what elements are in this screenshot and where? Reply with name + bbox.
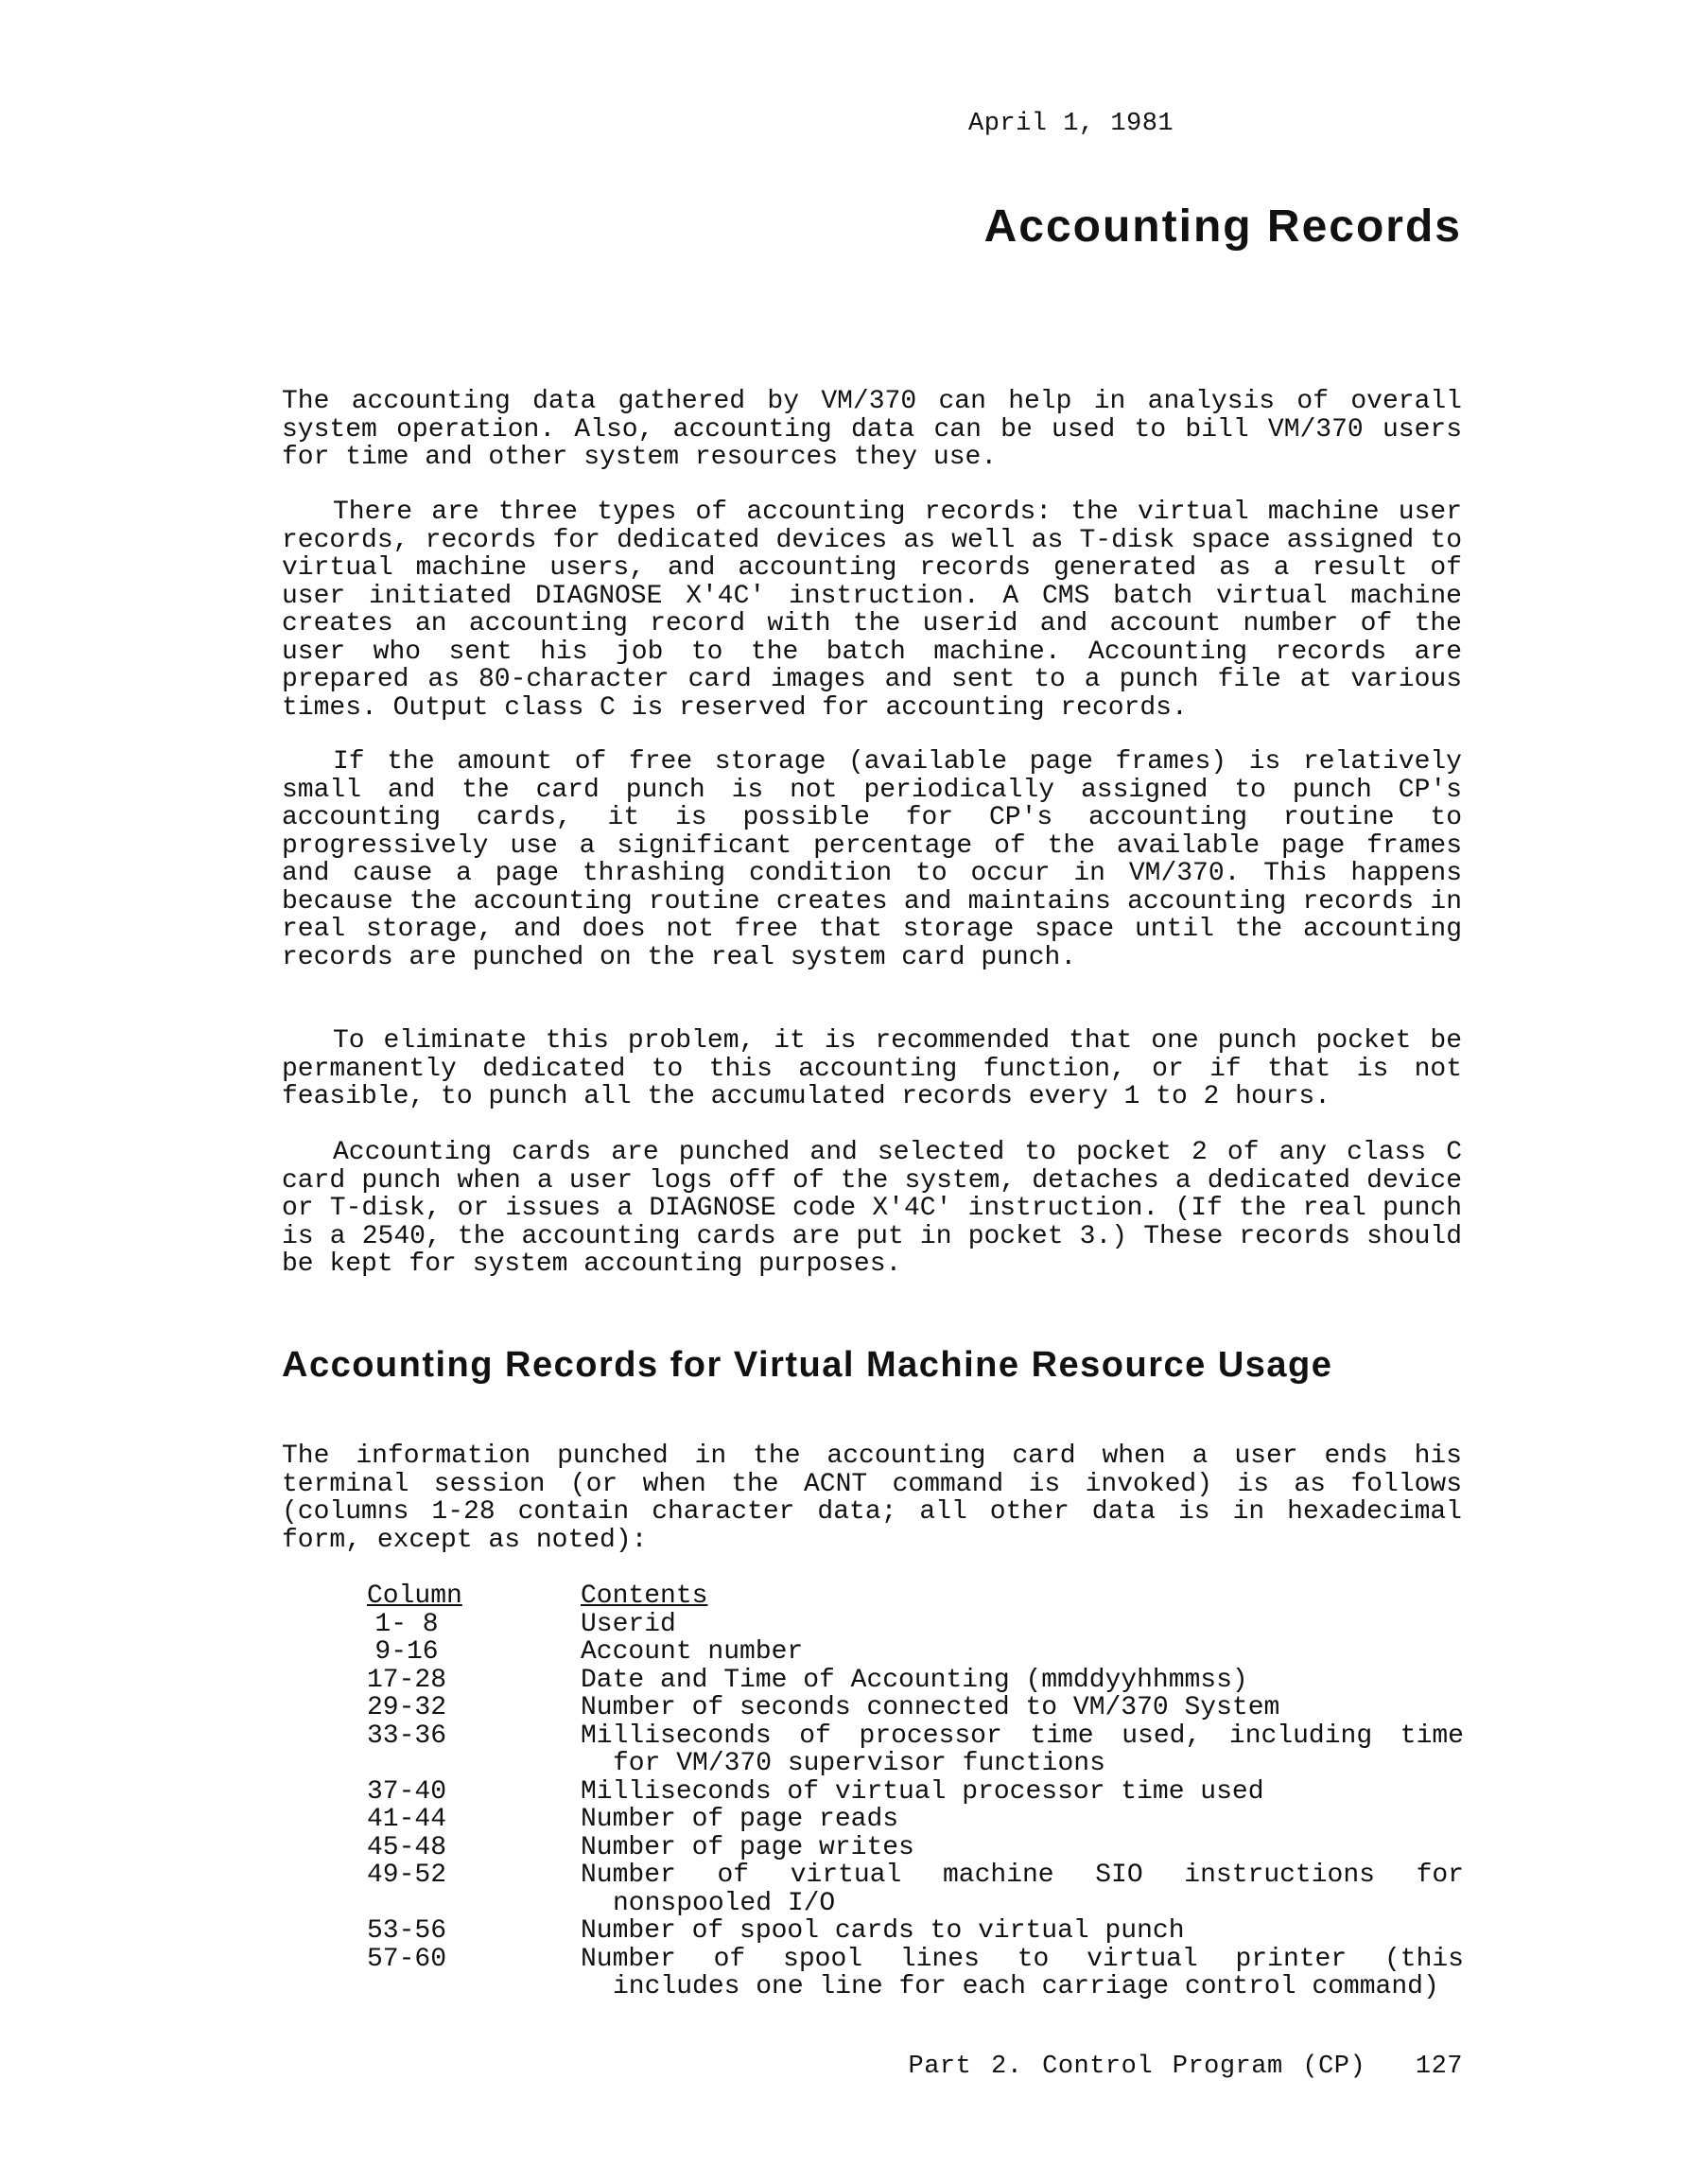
contents-text: Number of spool cards to virtual punch <box>581 1916 1185 1946</box>
table-row <box>367 1946 1464 2001</box>
column-contents <box>581 1834 1464 1862</box>
page-number: 127 <box>1415 2053 1463 2081</box>
page-footer <box>909 2053 1464 2081</box>
column-range: 49-52 <box>367 1861 447 1890</box>
contents-header: Contents <box>581 1581 708 1611</box>
column-contents <box>581 1806 1464 1834</box>
table-row <box>367 1778 1464 1807</box>
column-contents <box>581 1667 1464 1695</box>
table-row <box>367 1806 1464 1834</box>
contents-continuation: nonspooled I/O <box>613 1888 836 1918</box>
column-range: 29-32 <box>367 1693 447 1722</box>
column-contents <box>581 1611 1464 1639</box>
column-table <box>367 1582 1464 2001</box>
contents-text: Milliseconds of virtual processor time used <box>581 1776 1264 1807</box>
column-contents <box>581 1861 1464 1917</box>
table-row <box>367 1722 1464 1778</box>
column-header: Column <box>367 1581 462 1611</box>
column-contents <box>581 1638 1464 1667</box>
page-title: Accounting Records <box>983 201 1462 252</box>
table-header-row <box>367 1582 1464 1611</box>
column-contents <box>581 1694 1464 1722</box>
table-body <box>367 1611 1464 2001</box>
contents-text: Number of spool lines to virtual printer (this <box>581 1944 1464 1974</box>
column-contents <box>581 1778 1464 1807</box>
table-row <box>367 1667 1464 1695</box>
column-range: 1- 8 <box>374 1609 439 1639</box>
contents-text: Date and Time of Accounting (mmddyyhhmmss) <box>581 1665 1248 1695</box>
section-heading: Accounting Records for Virtual Machine Resource Usage <box>282 1345 1333 1385</box>
table-row <box>367 1611 1464 1639</box>
column-range: 41-44 <box>367 1805 447 1834</box>
column-range: 45-48 <box>367 1832 447 1862</box>
contents-continuation: for VM/370 supervisor functions <box>613 1749 1105 1778</box>
contents-text: Number of page writes <box>581 1832 914 1862</box>
paragraph-free-storage: If the amount of free storage (available page frames) is relatively small and the card punch is not periodically assigned to punch CP's accounting cards, it is possible for CP's accounting routine to progressively use a significant percentage of the available page frames and cause a page thrashing condition to occur in VM/370. This happens because the accounting routine creates and maintains accounting records in real storage, and does not free that storage space until the accounting records are punched on the real system card punch. <box>282 747 1462 972</box>
contents-text: Number of virtual machine SIO instructions for <box>581 1861 1464 1890</box>
column-contents <box>581 1917 1464 1946</box>
column-range: 17-28 <box>367 1665 447 1695</box>
contents-text: Milliseconds of processor time used, including time <box>581 1721 1464 1751</box>
column-range: 33-36 <box>367 1721 447 1751</box>
paragraph-recommendation: To eliminate this problem, it is recommended that one punch pocket be permanently dedicated to this accounting function, or if that is not feasible, to punch all the accumulated records every 1 to 2 hours. <box>282 1026 1462 1111</box>
paragraph-record-types: There are three types of accounting records: the virtual machine user records, records for dedicated devices as well as T-disk space assigned to virtual machine users, and accounting records generated as a result of user initiated DIAGNOSE X'4C' instruction. A CMS batch virtual machine creates an accounting record with the userid and account number of the user who sent his job to the batch machine. Accounting records are prepared as 80-character card images and sent to a punch file at various times. Output class C is reserved for accounting records. <box>282 498 1462 723</box>
page-date: April 1, 1981 <box>968 110 1174 138</box>
table-row <box>367 1638 1464 1667</box>
contents-text: Account number <box>581 1637 804 1667</box>
footer-text: Part 2. Control Program (CP) <box>908 2053 1366 2081</box>
contents-text: Number of seconds connected to VM/370 System <box>581 1693 1280 1722</box>
contents-text: Userid <box>581 1609 676 1639</box>
section-intro: The information punched in the accounting card when a user ends his terminal session (or when the ACNT command is invoked) is as follows (columns 1-28 contain character data; all other data is in hexadecimal form, except as noted): <box>282 1441 1462 1555</box>
paragraph-punch-pockets: Accounting cards are punched and selected to pocket 2 of any class C card punch when a user logs off of the system, detaches a dedicated device or T-disk, or issues a DIAGNOSE code X'4C' instruction. (If the real punch is a 2540, the accounting cards are put in pocket 3.) These records should be kept for system accounting purposes. <box>282 1138 1462 1279</box>
table-row <box>367 1917 1464 1946</box>
paragraph-overview: The accounting data gathered by VM/370 can help in analysis of overall system operation. Also, accounting data can be used to bill VM/370 users for time and other system resources they use. <box>282 387 1462 472</box>
column-range: 37-40 <box>367 1776 447 1807</box>
column-range: 9-16 <box>374 1637 439 1667</box>
column-contents <box>581 1722 1464 1778</box>
column-range: 57-60 <box>367 1944 447 1974</box>
table-row <box>367 1694 1464 1722</box>
column-range: 53-56 <box>367 1916 447 1946</box>
table-row <box>367 1861 1464 1917</box>
table-row <box>367 1834 1464 1862</box>
contents-text: Number of page reads <box>581 1805 899 1834</box>
column-contents <box>581 1946 1464 2001</box>
contents-continuation: includes one line for each carriage control command) <box>613 1972 1439 2001</box>
